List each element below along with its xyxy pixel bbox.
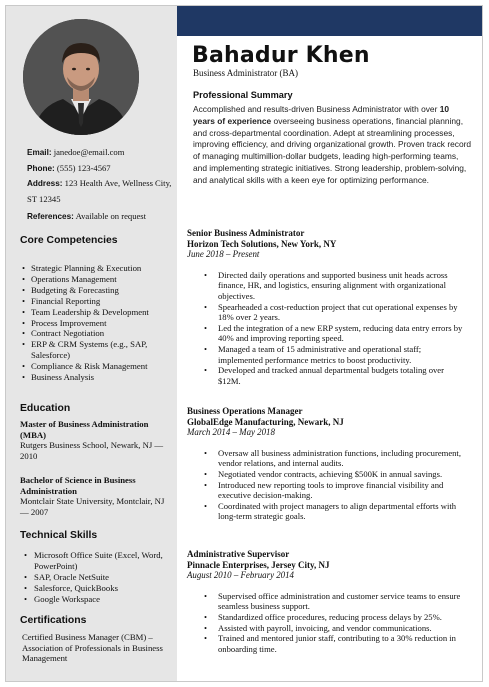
list-item: • Process Improvement xyxy=(22,318,172,329)
list-item xyxy=(187,344,477,365)
bullet-text: • Led the integration of a new ERP system, reducing data entry errors by 40% and improving reporting speed. xyxy=(218,322,463,344)
job-bullets xyxy=(187,448,477,522)
list-item xyxy=(187,323,477,344)
portrait-illustration xyxy=(23,19,139,135)
phone-value: (555) 123-4567 xyxy=(56,162,111,173)
bullet-text: • Developed and tracked annual departmental budgets totaling over $12M. xyxy=(218,365,444,386)
list-item: • Financial Reporting xyxy=(22,296,172,307)
experience-entry xyxy=(187,549,477,654)
list-item: • Salesforce, QuickBooks xyxy=(24,583,172,594)
list-item: • Team Leadership & Development xyxy=(22,307,172,318)
degree-name: Master of Business Administration (MBA) xyxy=(20,419,149,440)
bullet-text: • Coordinated with project managers to align departmental efforts with long-term strategic goals. xyxy=(218,500,457,522)
certification-text: Certified Business Manager (CBM) – Association of Professionals in Business Management xyxy=(22,632,163,664)
job-company: GlobalEdge Manufacturing, Newark, NJ xyxy=(187,416,344,427)
technical-skills-heading: Technical Skills xyxy=(20,530,98,541)
competencies-list xyxy=(22,263,172,383)
list-item xyxy=(187,480,477,501)
education-entry xyxy=(20,475,172,517)
list-item: • Contract Negotiation xyxy=(22,328,172,339)
bullet-text: • Negotiated vendor contracts, achieving $500K in annual savings. xyxy=(218,468,443,479)
summary-text-end: overseeing business operations, financial planning, and cross-departmental coordination. Adept at streamlining processes, improving efficiency, and driving organizational growth. Proven track record of managing multimillion-dollar budgets, leading high-performing teams, and implementing strategic initiatives. Strong leadership, problem-solving, and analytical skills with a keen eye for optimizing performance. xyxy=(193,115,472,185)
profile-photo xyxy=(23,19,139,135)
bullet-text: • Directed daily operations and supported business unit heads across finance, HR, and logistics, ensuring alignment with organizational objectives. xyxy=(218,269,448,301)
list-item: • ERP & CRM Systems (e.g., SAP, Salesforce) xyxy=(22,339,172,361)
bullet-text: • Managed a team of 15 administrative and operational staff; implemented performance metrics to boost productivity. xyxy=(218,343,422,365)
school-line: Rutgers Business School, Newark, NJ — 2010 xyxy=(20,440,164,461)
candidate-name: Bahadur Khen xyxy=(192,43,370,68)
school-line: Montclair State University, Montclair, NJ — 2007 xyxy=(20,496,165,517)
competencies-heading: Core Competencies xyxy=(20,235,118,246)
education-entry xyxy=(20,419,172,461)
address-label: Address: xyxy=(27,179,63,188)
email-line xyxy=(27,145,173,161)
bullet-text: • Introduced new reporting tools to improve financial visibility and executive decision-making. xyxy=(218,479,444,501)
list-item: • Business Analysis xyxy=(22,372,172,383)
list-item: • Budgeting & Forecasting xyxy=(22,285,172,296)
list-item xyxy=(187,612,477,623)
certifications-heading: Certifications xyxy=(20,615,87,626)
education-heading: Education xyxy=(20,403,71,414)
list-item xyxy=(187,270,477,302)
header-accent-bar xyxy=(177,6,482,36)
summary-heading: Professional Summary xyxy=(193,90,293,100)
list-item xyxy=(187,623,477,634)
bullet-text: • Trained and mentored junior staff, contributing to a 30% reduction in onboarding time. xyxy=(218,633,456,654)
contact-block xyxy=(27,145,173,225)
list-item: • Compliance & Risk Management xyxy=(22,361,172,372)
references-label: References: xyxy=(27,212,74,221)
bullet-text: • Supervised office administration and customer service teams to ensure seamless business support. xyxy=(218,590,461,612)
job-company: Pinnacle Enterprises, Jersey City, NJ xyxy=(187,559,330,570)
address-line xyxy=(27,176,173,206)
list-item xyxy=(187,501,477,522)
job-bullets xyxy=(187,591,477,655)
list-item xyxy=(187,469,477,480)
job-title: Administrative Supervisor xyxy=(187,549,290,559)
job-dates: March 2014 – May 2018 xyxy=(187,427,275,438)
summary-text xyxy=(193,104,473,187)
job-bullets xyxy=(187,270,477,387)
list-item xyxy=(187,591,477,612)
degree-name: Bachelor of Science in Business Administration xyxy=(20,475,136,496)
email-label: Email: xyxy=(27,148,52,157)
list-item: • Strategic Planning & Execution xyxy=(22,263,172,274)
bullet-text: • Assisted with payroll, invoicing, and vendor communications. xyxy=(218,622,432,633)
references-line xyxy=(27,209,173,225)
references-value: Available on request xyxy=(75,211,147,221)
summary-highlight: 10 years of experience xyxy=(193,104,450,126)
phone-line xyxy=(27,161,173,177)
list-item xyxy=(187,365,477,386)
list-item: • Microsoft Office Suite (Excel, Word, PowerPoint) xyxy=(24,550,172,572)
list-item: • SAP, Oracle NetSuite xyxy=(24,572,172,583)
job-title: Senior Business Administrator xyxy=(187,228,305,238)
list-item xyxy=(187,448,477,469)
candidate-title: Business Administrator (BA) xyxy=(193,68,298,78)
list-item xyxy=(187,302,477,323)
phone-label: Phone: xyxy=(27,163,55,173)
experience-entry xyxy=(187,228,477,386)
resume-page xyxy=(5,5,483,682)
job-company: Horizon Tech Solutions, New York, NY xyxy=(187,238,337,249)
address-value: 123 Health Ave, Wellness City, ST 12345 xyxy=(27,178,172,204)
summary-text-start: Accomplished and results-driven Business Administrator with over xyxy=(193,104,440,114)
email-value[interactable]: janedoe@email.com xyxy=(53,147,125,157)
job-title: Business Operations Manager xyxy=(187,406,303,416)
technical-skills-list xyxy=(24,550,172,605)
list-item: • Operations Management xyxy=(22,274,172,285)
experience-entry xyxy=(187,406,477,522)
job-dates: August 2010 – February 2014 xyxy=(187,570,294,581)
list-item: • Google Workspace xyxy=(24,594,172,605)
job-dates: June 2018 – Present xyxy=(187,249,260,260)
bullet-text: • Oversaw all business administration functions, including procurement, vendor relations, and internal audits. xyxy=(218,447,461,469)
bullet-text: • Spearheaded a cost-reduction project that cut operational expenses by 18% over 2 years. xyxy=(218,301,458,323)
list-item xyxy=(187,633,477,654)
bullet-text: • Standardized office procedures, reducing process delays by 25%. xyxy=(218,611,442,622)
